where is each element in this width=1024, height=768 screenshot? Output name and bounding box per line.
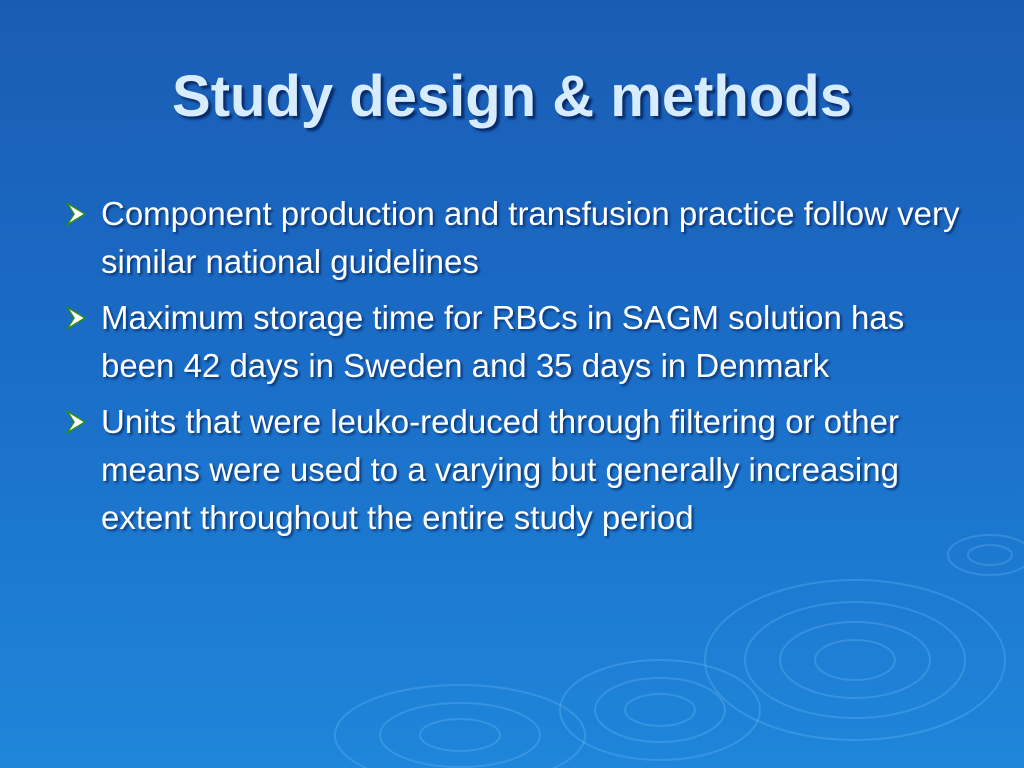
- arrowhead-bullet-icon: [64, 408, 90, 436]
- bullet-item: [64, 294, 964, 390]
- slide-title: Study design & methods: [172, 64, 852, 129]
- bullet-text: Component production and transfusion practice follow very similar national guidelines: [101, 195, 960, 280]
- bullet-list: [64, 190, 964, 550]
- bullet-item: [64, 190, 964, 286]
- bullet-text: Maximum storage time for RBCs in SAGM solution has been 42 days in Sweden and 35 days in Denmark: [101, 299, 905, 384]
- arrowhead-bullet-icon: [64, 304, 90, 332]
- bullet-text: Units that were leuko-reduced through filtering or other means were used to a varying but generally increasing extent throughout the entire study period: [101, 403, 899, 536]
- bullet-item: [64, 398, 964, 542]
- arrowhead-bullet-icon: [64, 200, 90, 228]
